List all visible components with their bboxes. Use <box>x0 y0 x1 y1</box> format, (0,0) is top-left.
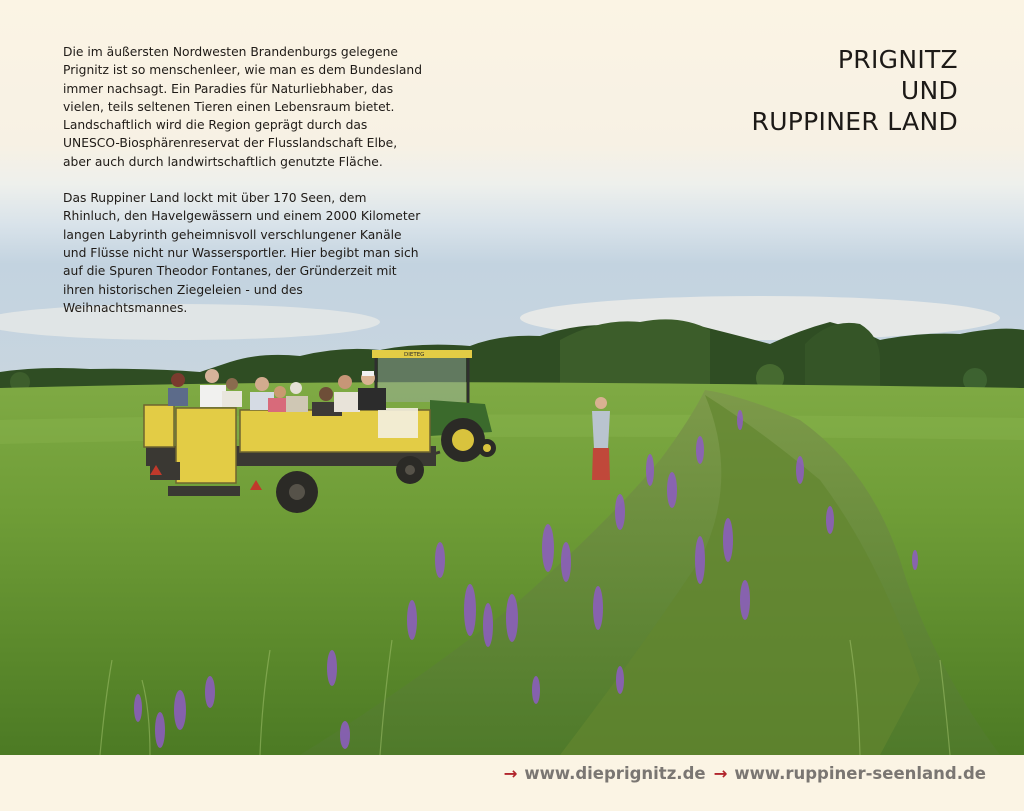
link-ruppiner-seenland[interactable]: www.ruppiner-seenland.de <box>734 764 986 783</box>
footer-links <box>504 764 986 783</box>
footer-bar <box>0 755 1024 811</box>
page-title <box>752 44 958 137</box>
title-line-3: RUPPINER LAND <box>751 107 958 136</box>
arrow-right-icon: → <box>713 764 728 783</box>
link-dieprignitz[interactable]: www.dieprignitz.de <box>524 764 706 783</box>
intro-paragraph-prignitz: Die im äußersten Nordwesten Brandenburgs gelegene Prignitz ist so menschenleer, wie man es dem Bundesland immer nachsagt. Ein Paradies für Naturliebhaber, das vielen, teils seltenen Tieren einen Lebensraum bietet. Landschaftlich wird die Region geprägt durch das UNESCO-Biosphärenreservat der Flusslandschaft Elbe, aber auch durch landwirtschaftlich genutzte Fläche. <box>63 45 422 169</box>
title-line-1: PRIGNITZ <box>837 45 958 74</box>
intro-text <box>63 43 423 335</box>
tractor-badge: DIETEG <box>404 352 425 358</box>
arrow-right-icon: → <box>503 764 518 783</box>
title-line-2: UND <box>900 76 958 105</box>
intro-paragraph-ruppiner-land: Das Ruppiner Land lockt mit über 170 Seen, dem Rhinluch, den Havelgewässern und einem 2000 Kilometer langen Labyrinth geheimnisvoll verschlungener Kanäle und Flüsse nicht nur Wassersportler. Hier begibt man sich auf die Spuren Theodor Fontanes, der Gründerzeit mit ihren historischen Ziegeleien - und des Weihnachtsmannes. <box>63 191 421 315</box>
